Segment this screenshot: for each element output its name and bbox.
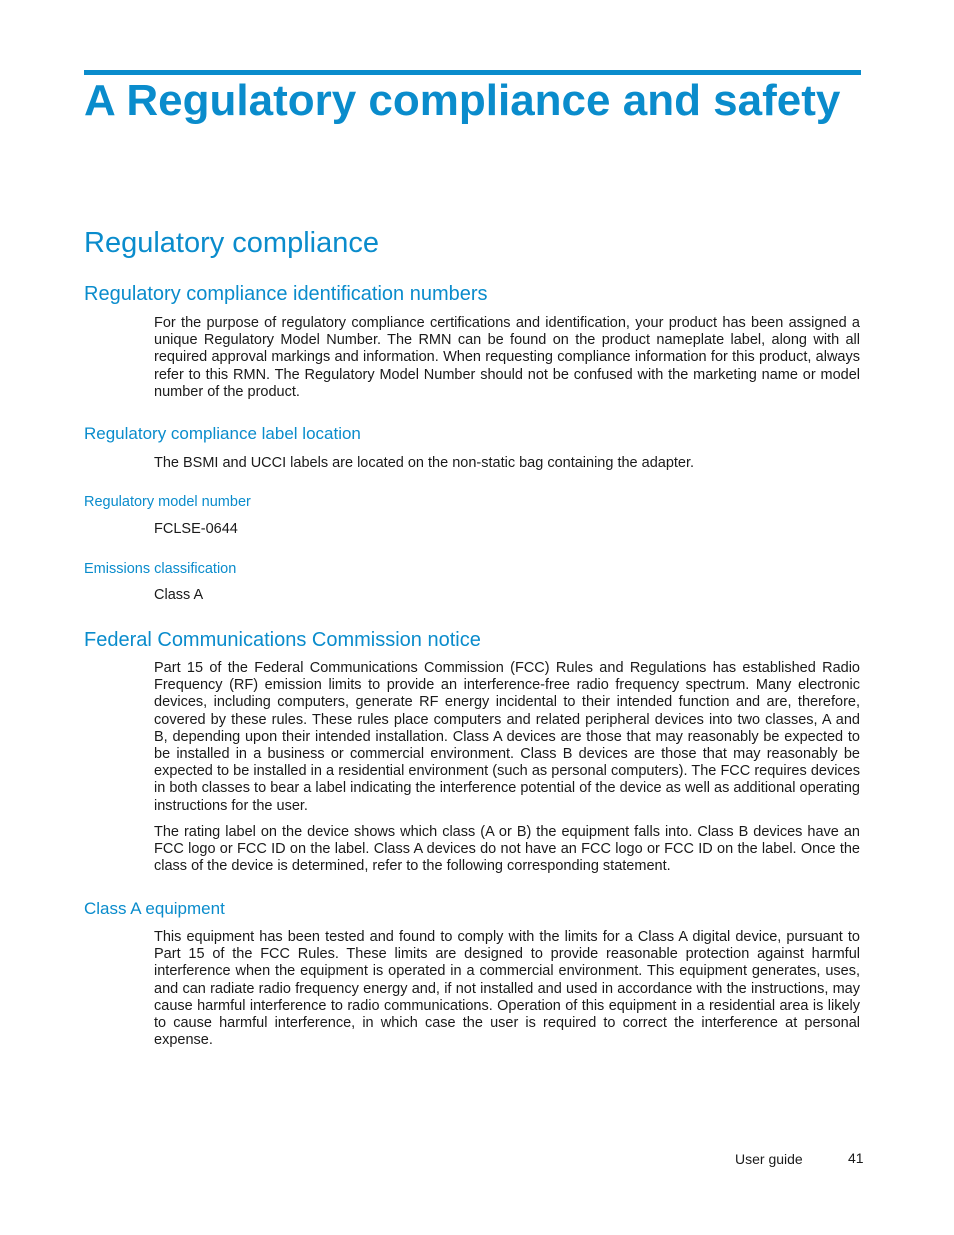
paragraph-label-location: The BSMI and UCCI labels are located on the non-static bag containing the adapter. bbox=[154, 455, 695, 471]
paragraph-fcc-notice-2: The rating label on the device shows which class (A or B) the equipment falls into. Class B devices have an FCC logo or FCC ID on the label. Class A devices do not have an FCC logo or FCC ID on the label. Once the class of the device is determined, refer to the following corresponding statement. bbox=[154, 824, 860, 875]
heading-fcc-notice: Federal Communications Commission notice bbox=[84, 629, 481, 651]
chapter-rule bbox=[84, 70, 861, 75]
paragraph-fcc-notice-1: Part 15 of the Federal Communications Commission (FCC) Rules and Regulations has established Radio Frequency (RF) emission limits to provide an interference-free radio frequency spectrum. Many electronic devices, including computers, generate RF energy incidental to their intended function and are, therefore, covered by these rules. These rules place computers and related peripheral devices into two classes, A and B, depending upon their intended installation. Class A devices are those that may reasonably be expected to be installed in a business or commercial environment. Class B devices are those that may reasonably be expected to be installed in a residential environment (such as personal computers). The FCC requires devices in both classes to bear a label indicating the interference potential of the device as well as additional operating instructions for the user. bbox=[154, 660, 860, 814]
heading-identification-numbers: Regulatory compliance identification numbers bbox=[84, 283, 488, 305]
value-emissions-classification: Class A bbox=[154, 587, 204, 603]
heading-class-a-equipment: Class A equipment bbox=[84, 899, 225, 918]
page-number: 41 bbox=[848, 1150, 864, 1166]
section-heading-regulatory-compliance: Regulatory compliance bbox=[84, 227, 379, 259]
chapter-title: A Regulatory compliance and safety bbox=[84, 76, 841, 125]
heading-model-number: Regulatory model number bbox=[84, 494, 251, 510]
paragraph-identification-numbers: For the purpose of regulatory compliance certifications and identification, your product has been assigned a unique Regulatory Model Number. The RMN can be found on the product nameplate label, along with all required approval markings and information. When requesting compliance information for this product, always refer to this RMN. The Regulatory Model Number should not be confused with the marketing name or model number of the product. bbox=[154, 315, 860, 400]
footer-label: User guide bbox=[735, 1151, 803, 1167]
heading-emissions-classification: Emissions classification bbox=[84, 561, 237, 577]
heading-label-location: Regulatory compliance label location bbox=[84, 424, 361, 443]
paragraph-class-a-equipment: This equipment has been tested and found to comply with the limits for a Class A digital device, pursuant to Part 15 of the FCC Rules. These limits are designed to provide reasonable protection against harmful interference when the equipment is operated in a commercial environment. This equipment generates, uses, and can radiate radio frequency energy and, if not installed and used in accordance with the instructions, may cause harmful interference to radio communications. Operation of this equipment in a residential area is likely to cause harmful interference, in which case the user is required to correct the interference at personal expense. bbox=[154, 929, 860, 1049]
value-model-number: FCLSE-0644 bbox=[154, 521, 238, 537]
